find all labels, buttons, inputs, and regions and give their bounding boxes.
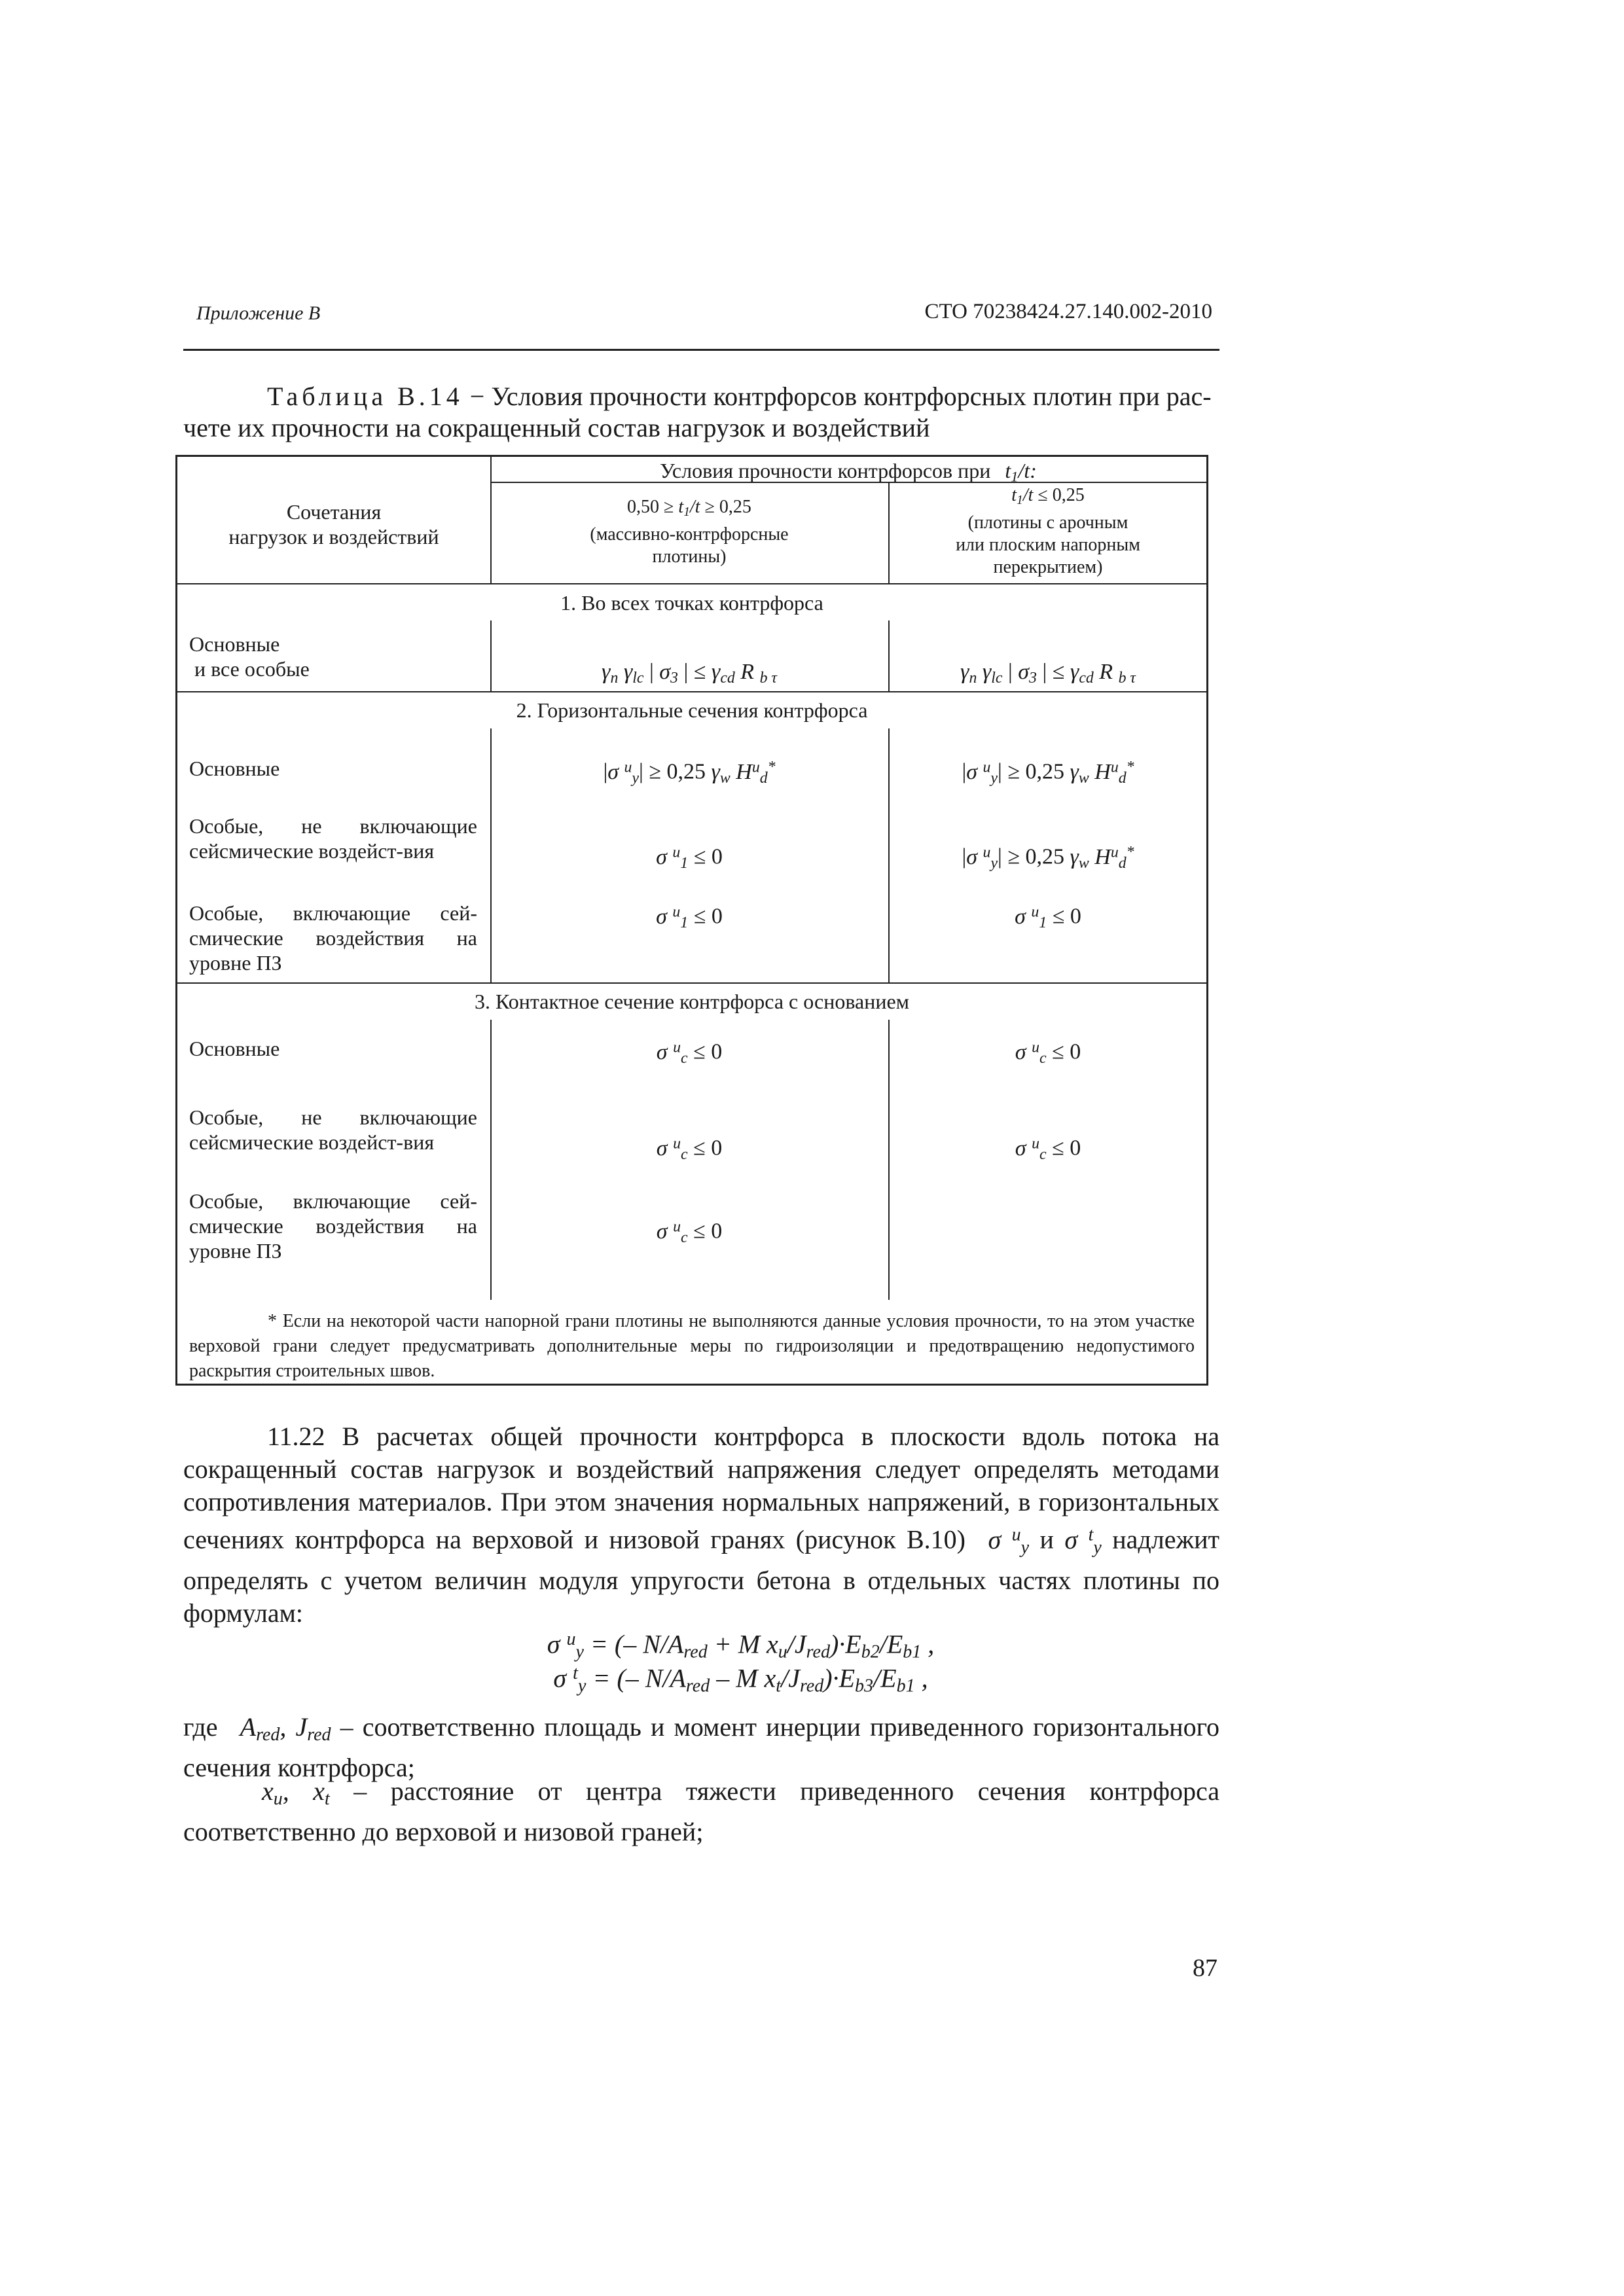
section3-row3-massive: σ $^u_c$ ≤ 0 [656, 1218, 723, 1246]
section2-row3-massive: σ $^u_1$ ≤ 0 [656, 903, 723, 931]
section3-row2-label: Особые, не включающие сейсмические воздейст-вия [189, 1105, 477, 1154]
caption-line2: чете их прочности на сокращенный состав нагрузок и воздействий [183, 413, 930, 442]
section2-row3-arched: σ $^u_1$ ≤ 0 [1015, 903, 1081, 931]
caption-line1: − Условия прочности контрфорсов контрфорсных плотин при рас- [463, 382, 1212, 411]
header-col-massive: $0,50 \ge t_1/t \ge 0,25$ (массивно-контрфорсные плотины) [590, 497, 789, 567]
header-group-conditions: Условия прочности контрфорсов при $t_1/t$: [660, 459, 1037, 485]
formula-upstream: σ $^u_y$ = (– $N/A_{red} + M$ $x_u/J_{red})\cdot E_{b2}/E_{b1}$ , [547, 1629, 935, 1662]
section2-row1-label: Основные [189, 757, 280, 780]
section3-row1-arched: σ $^u_c$ ≤ 0 [1015, 1039, 1081, 1067]
section2-row1-arched: |σ $^u_y$| ≥ 0,25 $\gamma_w$ $H^u_d^*$ [962, 759, 1134, 787]
section2-row2-massive: σ $^u_1$ ≤ 0 [656, 844, 723, 872]
section3-row2-massive: σ $^u_c$ ≤ 0 [656, 1135, 723, 1163]
table-caption [183, 381, 1219, 444]
section1-formula-massive: $\gamma_n$ $\gamma_{lc}$ | $\sigma_3$ | ≤ $\gamma_{cd}$ R $_{b \tau}$ [602, 660, 777, 687]
page-number: 87 [1193, 1954, 1218, 1982]
header-divider [183, 349, 1219, 351]
section3-title: 3. Контактное сечение контрфорса с основанием [475, 990, 909, 1013]
caption-label: Таблица В.14 [267, 382, 463, 411]
section2-title: 2. Горизонтальные сечения контрфорса [516, 698, 868, 722]
section1-row-label: Основные и все особые [189, 632, 310, 681]
section1-title: 1. Во всех точках контрфорса [560, 591, 823, 615]
formula-downstream: σ $^t_y$ = (– $N/A_{red}$ – M $x_t/J_{red})\cdot E_{b3}/E_{b1}$ , [553, 1663, 928, 1696]
section1-formula-arched: $\gamma_n$ $\gamma_{lc}$ | $\sigma_3$ | ≤ $\gamma_{cd}$ R $_{b \tau}$ [960, 660, 1136, 687]
where-definition-area: где $A_{red}$, $J_{red}$ – соответственно площадь и момент инерции приведенного горизонтального сечения контрфорса; [183, 1712, 1219, 1782]
section2-row2-label: Особые, не включающие сейсмические воздейст-вия [189, 814, 477, 863]
section2-row1-massive: |σ $^u_y$| ≥ 0,25 $\gamma_w$ $H^u_d^*$ [603, 759, 776, 787]
strength-conditions-table [175, 455, 1208, 1386]
header-col-arched: $t_1/t \le 0,25$ (плотины с арочным или плоским напорным перекрытием) [956, 485, 1140, 577]
paragraph-11-22: 11.22 В расчетах общей прочности контрфорса в плоскости вдоль потока на сокращенный состав нагрузок и воздействий напряжения следует определять методами сопротивления материалов. При этом значения нормальных напряжений, в горизонтальных сечениях контрфорса на верховой и низовой гранях (рисунок В.10) σ $^u_y$ и σ $^t_y$ надлежит определять с учетом величин модуля упругости бетона в отдельных частях плотины по формулам: [183, 1422, 1220, 1628]
where-definition-distance: $x_u$, $x_t$ – расстояние от центра тяжести приведенного сечения контрфорса соответственно до верховой и низовой граней; [183, 1776, 1220, 1846]
section2-row2-arched: |σ $^u_y$| ≥ 0,25 $\gamma_w$ $H^u_d^*$ [962, 844, 1134, 872]
section2-row3-label: Особые, включающие сей-смические воздействия на уровне ПЗ [189, 901, 477, 975]
header-combinations: Сочетания нагрузок и воздействий [228, 500, 439, 548]
section3-row2-arched: σ $^u_c$ ≤ 0 [1015, 1135, 1081, 1163]
section3-row1-label: Основные [189, 1037, 280, 1060]
header-appendix-label: Приложение В [196, 302, 321, 324]
section3-row3-label: Особые, включающие сей-смические воздействия на уровне ПЗ [189, 1189, 477, 1263]
table-footnote: * Если на некоторой части напорной грани плотины не выполняются данные условия прочности, то на этом участке верховой грани следует предусматривать дополнительные меры по гидроизоляции и предотвращению недопустимого раскрытия строительных швов. [189, 1311, 1195, 1381]
section3-row1-massive: σ $^u_c$ ≤ 0 [656, 1039, 723, 1067]
header-standard-code: СТО 70238424.27.140.002-2010 [924, 300, 1212, 323]
